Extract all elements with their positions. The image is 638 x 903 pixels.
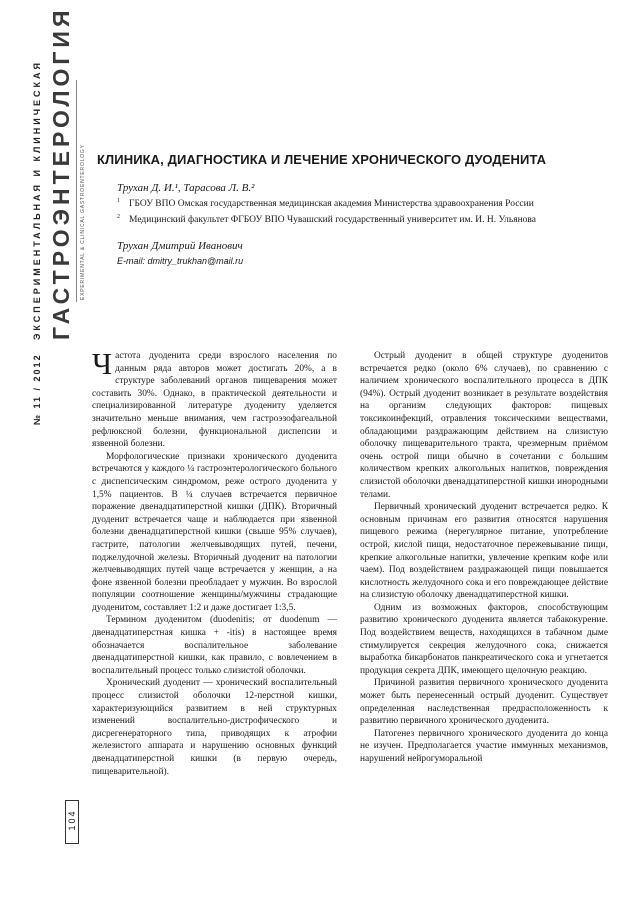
sidebar-divider — [76, 80, 77, 302]
paragraph: Острый дуоденит в общей структуре дуоденитов встречается редко (около 6% случаев), по сравнению с наличием хронического воспалительного процесса в ДПК (94%). Острый дуоденит возникает в результате воздействия на организм следующих факторов: пищевых токсикоинфекций, отравления токсическими веществами, обладающими раздражающим действием на слизистую оболочку пищеварительного тракта, чрезмерным приёмом очень острой пищи обычно в сочетании с большим количеством крепких алкогольных напитков, повреждения слизистой оболочки двенадцатиперстной кишки инородными телами. — [360, 351, 608, 500]
paragraph: Первичный хронический дуоденит встречается редко. К основным причинам его развития относятся нарушения пищевого режима (нерегулярное питание, употребление острой, кислой пищи, недостаточное пережевывание пищи, крепкие алкогольные напитки, увлечение крепким кофе или чаем). Под воздействием раздражающей пищи повышается кислотность желудочного сока и его повреждающее действие на слизистую оболочку двенадцатиперстной кишки. — [360, 502, 608, 601]
journal-name-english: EXPERIMENTAL & CLINICAL GASTROENTEROLOGY — [80, 144, 86, 300]
body-column-left — [92, 346, 337, 778]
paragraph: Одним из возможных факторов, способствующим развитию хронического дуоденита является табакокурение. Под воздействием веществ, находящихся в табачном дыме стимулируется секреция желудочного сока, снижается выработка бикарбонатов панкреатического сока и угнетается продукция секрета ДПК, имеющего щелочную реакцию. — [360, 602, 608, 676]
page-number-box — [65, 800, 79, 844]
affiliation-2: $^2$ Медицинский факультет ФГБОУ ВПО Чувашский государственный университет им. И. Н. Ульянова — [117, 214, 536, 226]
paragraph: Частота дуоденита среди взрослого населения по данным ряда авторов может достигать 20%, а в структуре заболеваний органов пищеварения может составить 30%. Однако, в практической деятельности и специализированной литературе дуодениту уделяется значительно меньше внимания, чем гастроэзофагеальной рефлюксной болезни, функциональной диспепсии и язвенной болезни. — [92, 346, 337, 450]
journal-name-line1: ЭКСПЕРИМЕНТАЛЬНАЯ И КЛИНИЧЕСКАЯ — [32, 59, 42, 340]
issue-number: № 11 / 2012 — [32, 353, 42, 425]
paragraph: Причиной развития первичного хронического дуоденита может быть перенесенный острый дуоденит. Существует определенная наследственная предрасположенность к развитию первичного хронического дуоденита. — [360, 678, 608, 727]
journal-name-line2: ГАСТРОЭНТЕРОЛОГИЯ — [48, 6, 74, 340]
page-number: 104 — [67, 809, 77, 831]
paragraph: Хронический дуоденит — хронический воспалительный процесс слизистой оболочки 12-перстной кишки, характеризующийся развитием в ней структурных изменений воспалительно-дистрофического и дисрегенераторного типа, приводящих к атрофии железистого аппарата и нарушению основных функций двенадцатиперстной кишки (в первую очередь, пищеварительной). — [92, 678, 337, 777]
article-title: КЛИНИКА, ДИАГНОСТИКА И ЛЕЧЕНИЕ ХРОНИЧЕСКОГО ДУОДЕНИТА — [97, 152, 547, 167]
contact-name: Трухан Дмитрий Иванович — [117, 240, 243, 252]
body-column-right — [360, 350, 608, 766]
contact-email: E-mail: dmitry_trukhan@mail.ru — [117, 256, 244, 266]
drop-cap: Ч — [92, 346, 113, 381]
paragraph: Термином дуоденитом (duodenitis; от duodenum — двенадцатиперстная кишка + -itis) в настоящее время обозначается воспалительное заболевание двенадцатиперстной кишки, как правило, с вовлечением в воспалительный процесс только слизистой оболочки. — [92, 615, 337, 676]
article-authors: Трухан Д. И.¹, Тарасова Л. В.² — [117, 182, 255, 194]
paragraph: Морфологические признаки хронического дуоденита встречаются у каждого ¼ гастроэнтерологического больного с диспепсическим синдромом, реже острого дуоденита у 1,5% пациентов. В ¼ случаев встречается первичное поражение двенадцатиперстной кишки (ДПК). Вторичный дуоденит встречается чаще и наблюдается при язвенной болезни двенадцатиперстной кишки (свыше 95% случаев), гастрите, патологии желчевыводящих путей, печени, поджелудочной железы. Вторичный дуоденит на патологии желчевыводящих путей чаще встречается у женщин, а на фоне язвенной болезни преобладает у мужчин. Во взрослой популяции соотношение женщины/мужчины страдающие дуоденитом, составляет 1:2 и даже достигает 1:3,5. — [92, 451, 337, 613]
affiliation-1: $^1$ ГБОУ ВПО Омская государственная медицинская академия Министерства здравоохранения России — [117, 198, 534, 210]
paragraph: Патогенез первичного хронического дуоденита до конца не изучен. Предполагается участие иммунных механизмов, нарушений нейрогуморальной — [360, 728, 608, 764]
